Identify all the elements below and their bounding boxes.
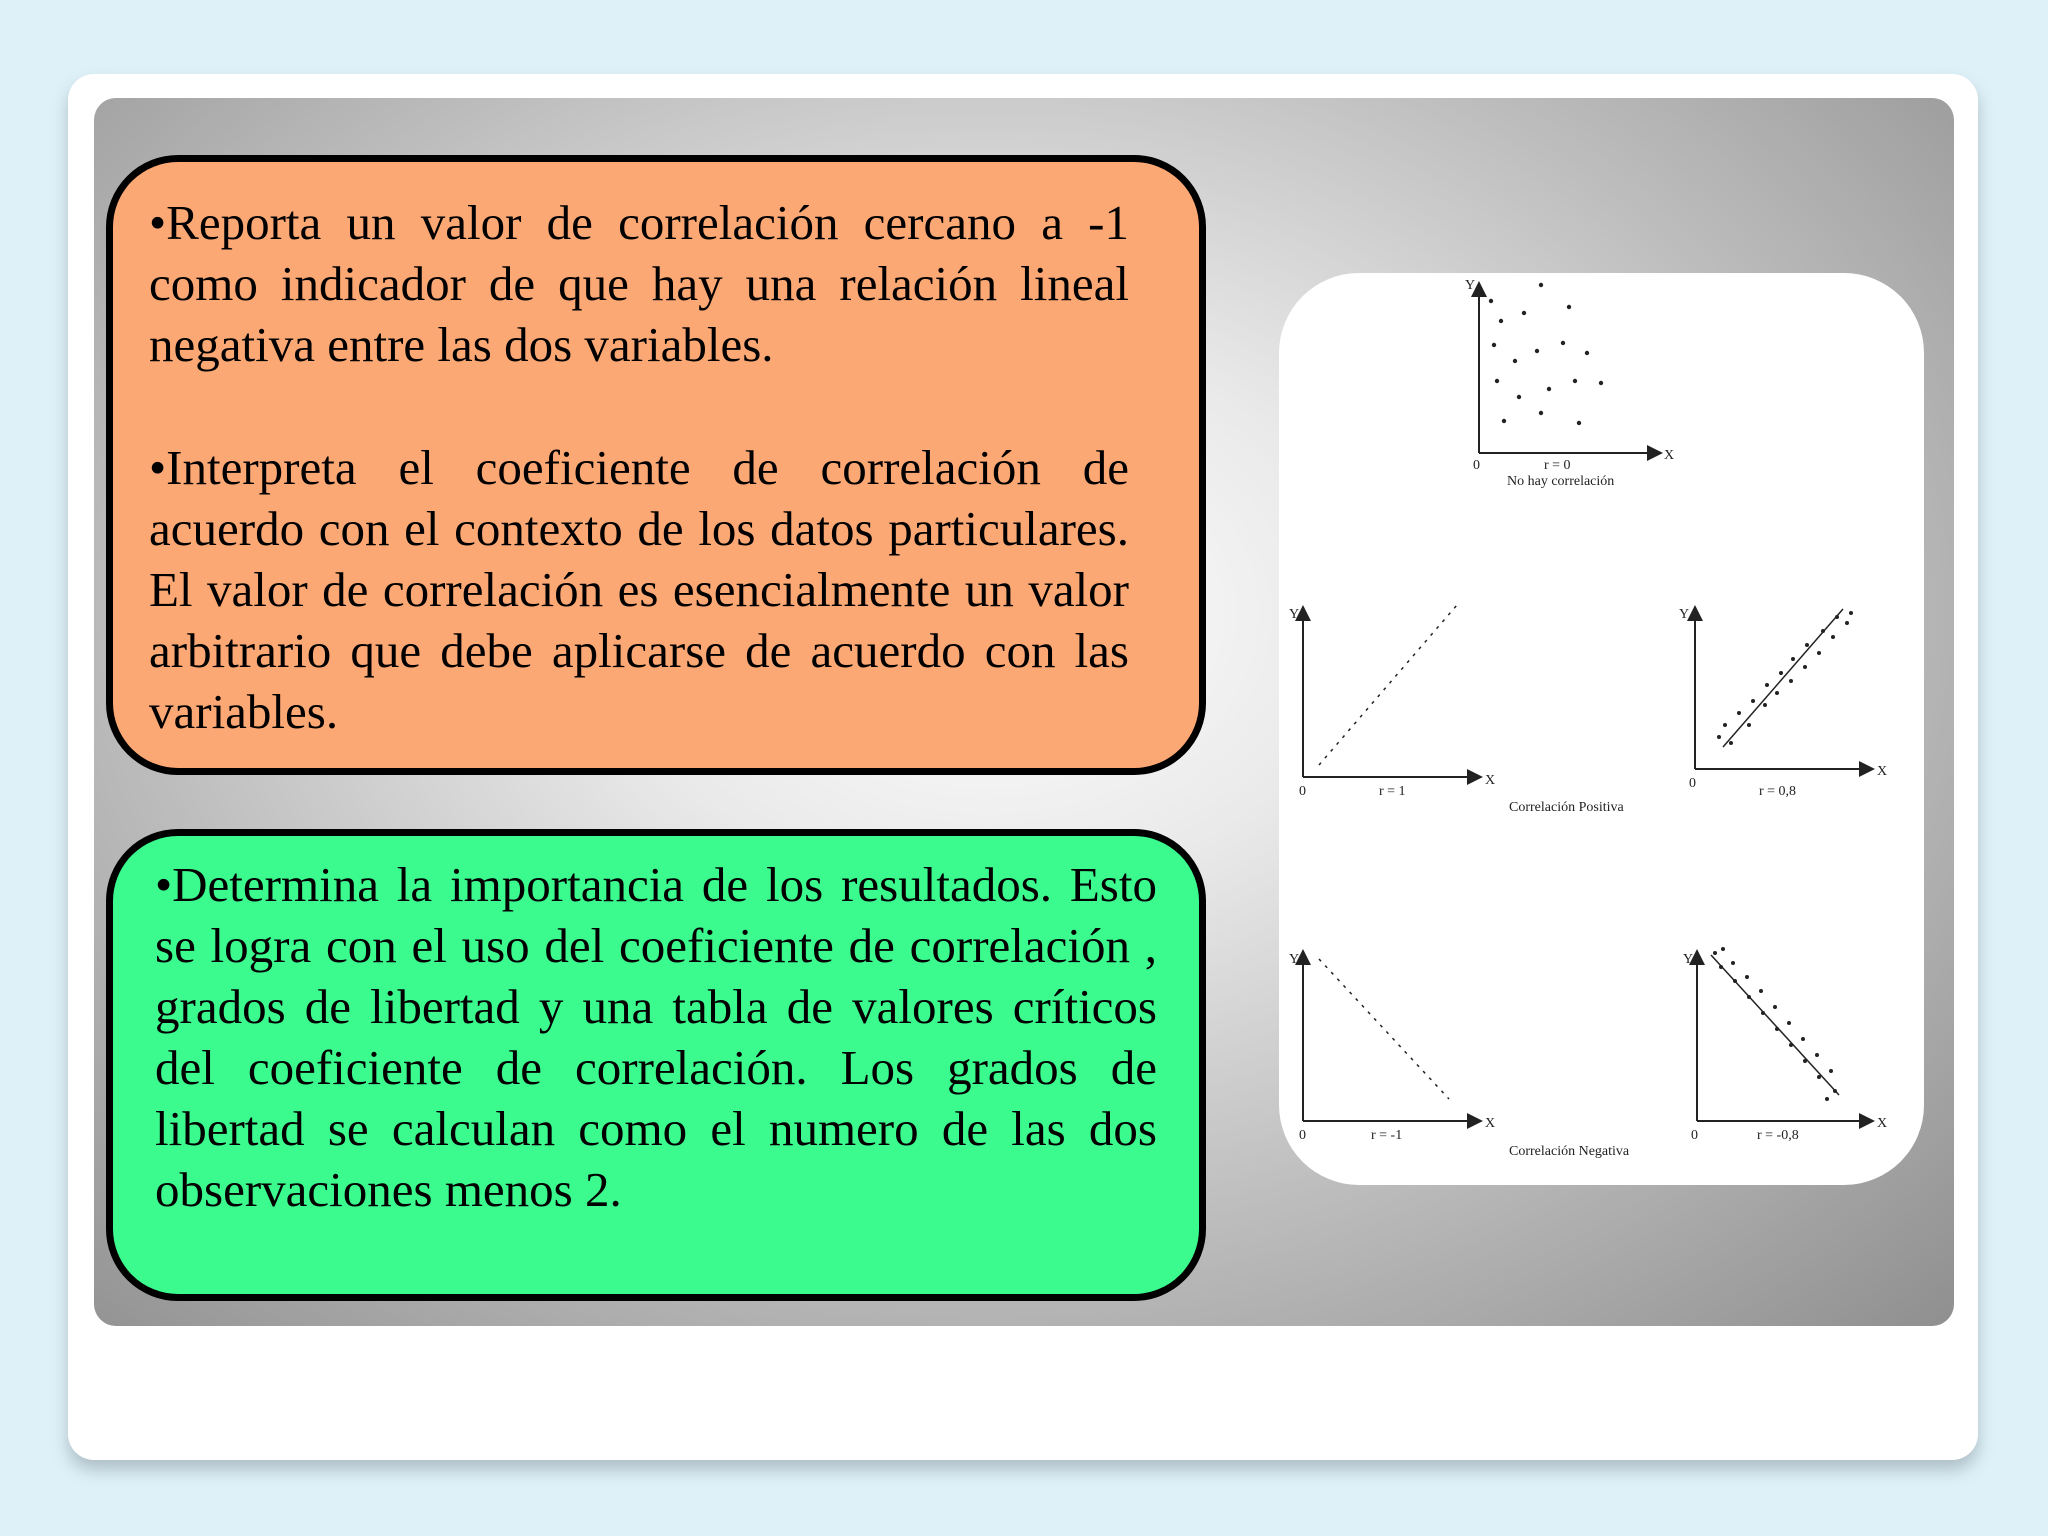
orange-text-box xyxy=(106,155,1206,775)
caption-no-correlation: No hay correlación xyxy=(1507,474,1615,489)
x-axis-label: X xyxy=(1485,1116,1496,1131)
plot-perfect-positive xyxy=(1289,605,1495,799)
correlation-figure xyxy=(1279,273,1924,1185)
bullet-interpret-coefficient: •Interpreta el coeficiente de correlación de acuerdo con el contexto de los datos particulares. El valor de correlación es esencialmente un valor arbitrario que debe aplicarse de acuerdo con las variables. xyxy=(149,440,1129,739)
r-label: r = -0,8 xyxy=(1757,1128,1799,1143)
plot-no-correlation xyxy=(1465,278,1674,489)
y-axis-label: Y xyxy=(1683,952,1694,967)
bullet-significance: •Determina la importancia de los resultados. Esto se logra con el uso del coeficiente de correlación , grados de libertad y una tabla de valores críticos del coeficiente de correlación. Los grados de libertad se calculan como el numero de las dos observaciones menos 2. xyxy=(155,857,1157,1217)
caption-negative: Correlación Negativa xyxy=(1509,1144,1630,1159)
caption-positive: Correlación Positiva xyxy=(1509,800,1624,815)
origin-label: 0 xyxy=(1691,1128,1698,1143)
x-axis-label: X xyxy=(1664,448,1675,463)
origin-label: 0 xyxy=(1299,1128,1306,1143)
y-axis-label: Y xyxy=(1289,607,1300,622)
slide-content-area xyxy=(94,98,1954,1326)
y-axis-label: Y xyxy=(1465,278,1476,293)
origin-label: 0 xyxy=(1299,784,1306,799)
r-label: r = 1 xyxy=(1379,784,1406,799)
bullet-negative-correlation: •Reporta un valor de correlación cercano a -1 como indicador de que hay una relación lineal negativa entre las dos variables. xyxy=(149,195,1129,372)
x-axis-label: X xyxy=(1877,764,1888,779)
plot-positive-08 xyxy=(1509,607,1887,815)
scatter-plots-figure xyxy=(1279,273,1924,1185)
origin-label: 0 xyxy=(1689,776,1696,791)
x-axis-label: X xyxy=(1877,1116,1888,1131)
r-label: r = 0,8 xyxy=(1759,784,1797,799)
green-text-box xyxy=(106,829,1206,1301)
origin-label: 0 xyxy=(1473,458,1480,473)
slide xyxy=(68,74,1978,1460)
r-label: r = 0 xyxy=(1544,458,1571,473)
y-axis-label: Y xyxy=(1679,607,1690,622)
y-axis-label: Y xyxy=(1289,952,1300,967)
x-axis-label: X xyxy=(1485,773,1496,788)
plot-perfect-negative xyxy=(1289,952,1495,1143)
r-label: r = -1 xyxy=(1371,1128,1403,1143)
plot-negative-08 xyxy=(1509,947,1887,1159)
